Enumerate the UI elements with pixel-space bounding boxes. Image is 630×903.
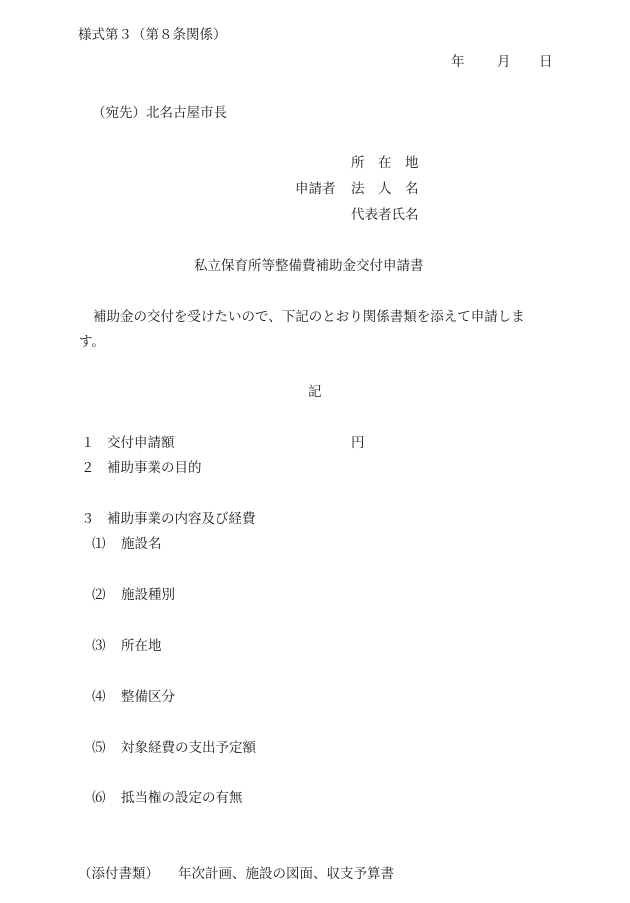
subitem-4-label: 整備区分 xyxy=(121,689,175,705)
item-3-number: ３ xyxy=(81,511,95,527)
subitem-6-label: 抵当権の設定の有無 xyxy=(121,790,243,806)
attachments-content: 年次計画、施設の図面、収支予算書 xyxy=(178,866,394,882)
applicant-field-address: 所 在 地 xyxy=(351,155,419,171)
subitem-3-number: ⑶ xyxy=(92,638,106,654)
document-title: 私立保育所等整備費補助金交付申請書 xyxy=(194,258,424,274)
item-1-label: 交付申請額 xyxy=(107,435,175,451)
body-text-line-2: す。 xyxy=(79,334,105,350)
date-year-label: 年 xyxy=(451,54,465,70)
subitem-6-number: ⑹ xyxy=(92,790,106,806)
item-1-number: １ xyxy=(81,435,95,451)
subitem-1-label: 施設名 xyxy=(121,536,162,552)
ki-heading: 記 xyxy=(308,384,322,400)
attachments-label: （添付書類） xyxy=(78,866,159,882)
subitem-4-number: ⑷ xyxy=(92,689,106,705)
subitem-2-label: 施設種別 xyxy=(121,587,175,603)
applicant-field-representative: 代表者氏名 xyxy=(351,207,419,223)
subitem-1-number: ⑴ xyxy=(92,536,106,552)
applicant-field-corporation: 法 人 名 xyxy=(351,181,419,197)
subitem-5-number: ⑸ xyxy=(92,740,106,756)
addressee: （宛先）北名古屋市長 xyxy=(92,105,227,121)
subitem-3-label: 所在地 xyxy=(121,638,162,654)
body-text-line-1: 補助金の交付を受けたいので、下記のとおり関係書類を添えて申請しま xyxy=(93,309,525,325)
item-2-number: ２ xyxy=(81,460,95,476)
subitem-5-label: 対象経費の支出予定額 xyxy=(121,740,256,756)
item-3-label: 補助事業の内容及び経費 xyxy=(107,511,256,527)
date-month-label: 月 xyxy=(497,54,511,70)
date-day-label: 日 xyxy=(539,54,553,70)
form-number: 様式第３（第８条関係） xyxy=(78,27,227,43)
item-2-label: 補助事業の目的 xyxy=(107,460,202,476)
subitem-2-number: ⑵ xyxy=(92,587,106,603)
applicant-label: 申請者 xyxy=(295,181,336,197)
item-1-unit: 円 xyxy=(351,435,365,451)
